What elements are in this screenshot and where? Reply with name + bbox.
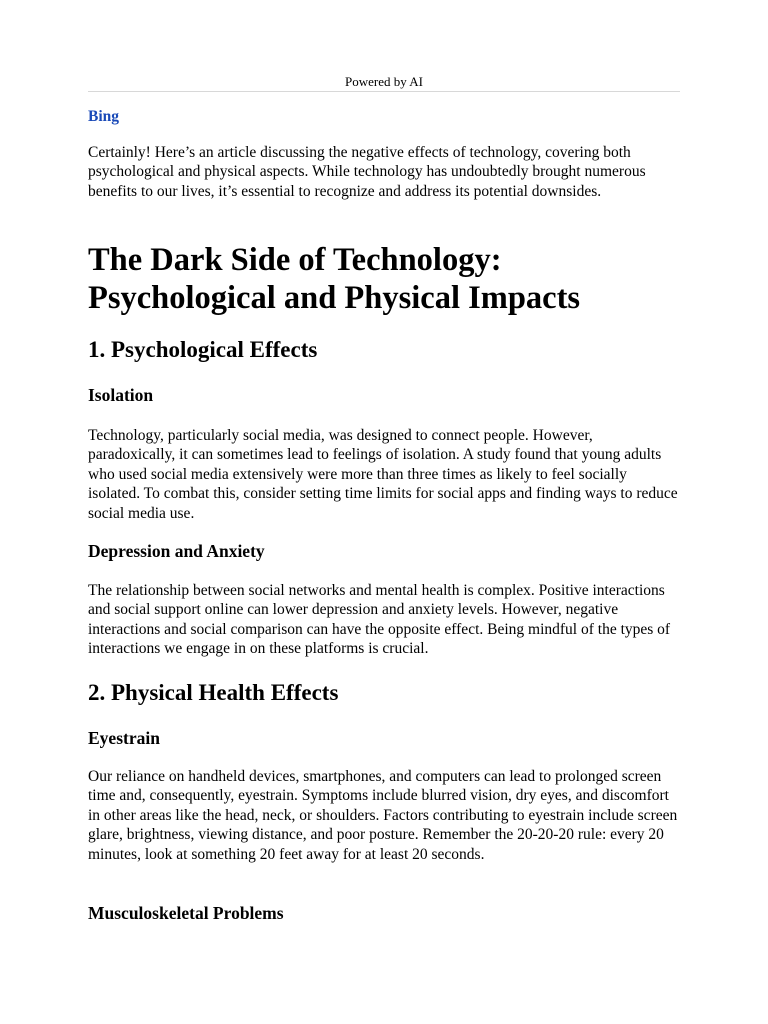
section-heading-psychological [88,336,680,364]
paragraph-text: The relationship between social networks and mental health is complex. Positive interactions and social support online can lower depression and anxiety levels. However, negative interactions and social comparison can have the opposite effect. Being mindful of the types of interactions we engage in on these platforms is crucial. [88,582,671,658]
eyestrain-paragraph [88,767,680,864]
powered-by-header: Powered by AI [345,74,423,89]
source-label: Bing [88,108,120,125]
section-heading: 1. Psychological Effects [88,337,318,362]
section-heading-physical [88,679,680,707]
header-divider [88,91,680,92]
subsection-heading: Musculoskeletal Problems [88,903,284,923]
section-heading: 2. Physical Health Effects [88,680,339,705]
subsection-heading-depression [88,540,680,562]
subsection-heading-isolation [88,384,680,406]
article-title-block [88,241,680,317]
subsection-heading-eyestrain [88,727,680,749]
isolation-paragraph [88,426,680,523]
subsection-heading: Isolation [88,385,154,405]
depression-paragraph [88,581,680,659]
subsection-heading: Depression and Anxiety [88,541,265,561]
intro-paragraph [88,143,680,201]
subsection-heading-musculoskeletal [88,902,680,924]
paragraph-text: Technology, particularly social media, was designed to connect people. However, paradoxically, it can sometimes lead to feelings of isolation. A study found that young adults who used social media extensively were more than three times as likely to feel socially isolated. To combat this, consider setting time limits for social apps and finding ways to reduce social media use. [88,427,678,522]
article-title: The Dark Side of Technology: Psychological and Physical Impacts [88,242,581,316]
subsection-heading: Eyestrain [88,728,160,748]
paragraph-text: Our reliance on handheld devices, smartphones, and computers can lead to prolonged screen time and, consequently, eyestrain. Symptoms include blurred vision, dry eyes, and discomfort in other areas like the head, neck, or shoulders. Factors contributing to eyestrain include screen glare, brightness, viewing distance, and poor posture. Remember the 20-20-20 rule: every 20 minutes, look at something 20 feet away for at least 20 seconds. [88,768,678,863]
intro-text: Certainly! Here’s an article discussing the negative effects of technology, covering both psychological and physical aspects. While technology has undoubtedly brought numerous benefits to our lives, it’s essential to recognize and address its potential downsides. [88,144,646,200]
